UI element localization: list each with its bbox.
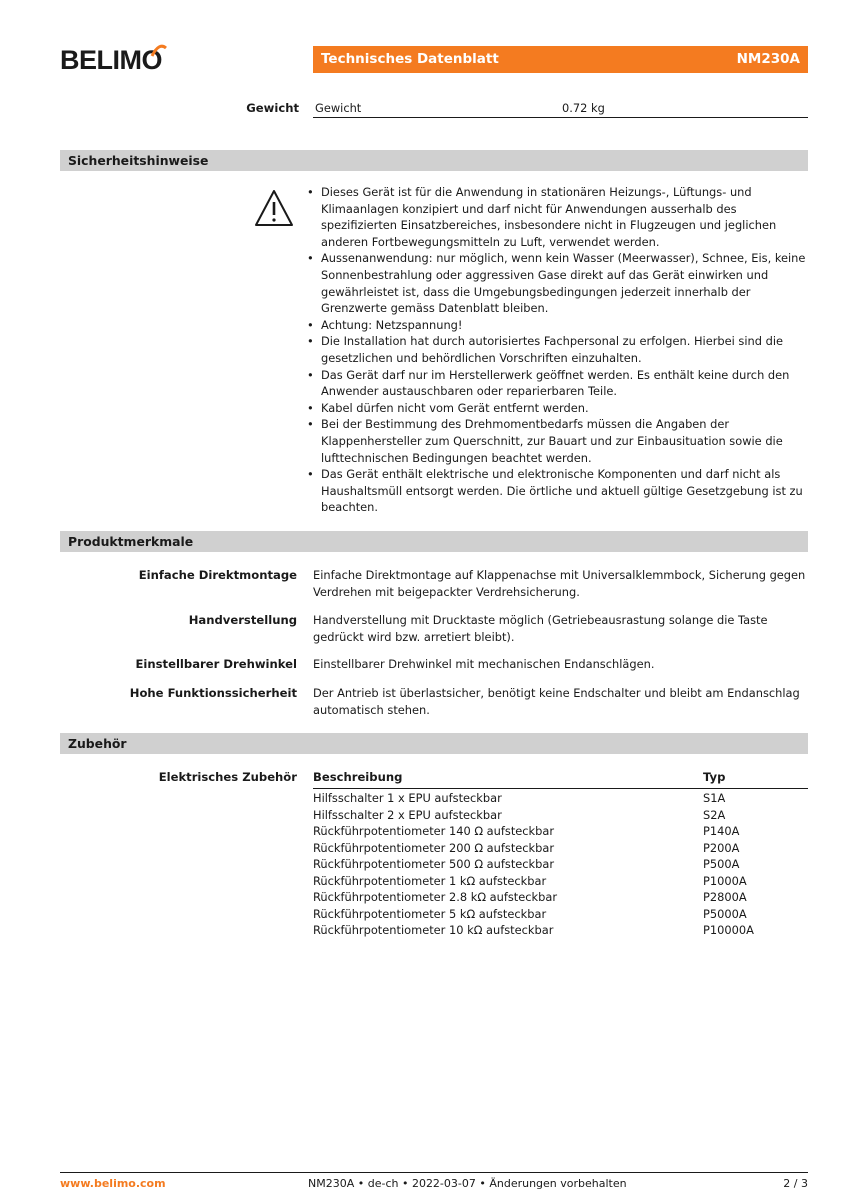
column-header-description: Beschreibung [313, 770, 403, 784]
section-header-accessories [60, 733, 808, 754]
feature-label: Hohe Funktionssicherheit [129, 686, 297, 700]
list-item: • Die Installation hat durch autorisiertes Fachpersonal zu erfolgen. Hierbei sind die gesetzlichen und behördlichen Vorschriften einzuhalten. [305, 333, 810, 366]
list-item: • Bei der Bestimmung des Drehmomentbedarfs müssen die Angaben der Klappenhersteller zum Querschnitt, zur Bauart und zur Einbausituation sowie die lufttechnischen Bedingungen beachtet werden. [305, 416, 810, 466]
cell-description: Rückführpotentiometer 200 Ω aufsteckbar [313, 840, 555, 855]
divider [313, 788, 808, 789]
table-row [313, 874, 808, 891]
cell-type: S1A [703, 791, 726, 805]
weight-label: Gewicht [246, 101, 299, 115]
cell-type: S2A [703, 807, 726, 822]
footer-info: NM230A • de-ch • 2022-03-07 • Änderungen vorbehalten [308, 1177, 627, 1190]
cell-description: Rückführpotentiometer 1 kΩ aufsteckbar [313, 873, 547, 888]
table-row [313, 857, 808, 874]
feature-label: Einfache Direktmontage [138, 568, 297, 582]
list-item: • Dieses Gerät ist für die Anwendung in stationären Heizungs-, Lüftungs- und Klimaanlagen konzipiert und darf nicht für Anwendungen ausserhalb des spezifizierten Einsatzbereiches, insbesondere nicht in Flugzeugen und jeglichen anderen Fortbewegungsmitteln zu Luft, verwendet werden. [305, 184, 810, 250]
cell-type: P1000A [703, 873, 747, 888]
weight-name: Gewicht [315, 101, 362, 115]
cell-description: Hilfsschalter 1 x EPU aufsteckbar [313, 791, 502, 805]
feature-text: Einstellbarer Drehwinkel mit mechanischen Endanschlägen. [313, 657, 655, 671]
section-title: Sicherheitshinweise [68, 153, 209, 168]
document-title: Technisches Datenblatt [321, 51, 499, 67]
page-number: 2 / 3 [783, 1177, 808, 1190]
cell-description: Rückführpotentiometer 5 kΩ aufsteckbar [313, 906, 547, 921]
weight-value: 0.72 kg [562, 101, 605, 115]
divider [313, 117, 808, 118]
cell-description: Hilfsschalter 2 x EPU aufsteckbar [313, 807, 502, 822]
table-row [313, 923, 808, 940]
cell-description: Rückführpotentiometer 2.8 kΩ aufsteckbar [313, 890, 558, 904]
list-item: • Das Gerät enthält elektrische und elektronische Komponenten und darf nicht als Haushaltsmüll entsorgt werden. Die örtliche und aktuell gültige Gesetzgebung ist zu beachten. [305, 466, 810, 516]
cell-type: P200A [703, 840, 740, 855]
cell-type: P5000A [703, 906, 747, 921]
cell-type: P500A [703, 857, 740, 871]
table-row [313, 907, 808, 924]
list-item: • Das Gerät darf nur im Herstellerwerk geöffnet werden. Es enthält keine durch den Anwender austauschbaren oder reparierbaren Teile. [305, 367, 810, 400]
feature-label: Handverstellung [188, 613, 297, 627]
section-title: Produktmerkmale [68, 534, 194, 549]
table-row [313, 890, 808, 907]
footer-divider [60, 1172, 808, 1173]
section-header-safety [60, 150, 808, 171]
list-item: • Kabel dürfen nicht vom Gerät entfernt werden. [305, 400, 810, 417]
model-number: NM230A [736, 51, 800, 67]
feature-text: Einfache Direktmontage auf Klappenachse mit Universalklemmbock, Sicherung gegen Verdrehen mit beigepackter Verdrehsicherung. [313, 568, 806, 599]
belimo-logo [58, 38, 168, 74]
table-row [313, 824, 808, 841]
cell-description: Rückführpotentiometer 140 Ω aufsteckbar [313, 824, 555, 838]
column-header-type: Typ [703, 770, 726, 784]
feature-text: Der Antrieb ist überlastsicher, benötigt keine Endschalter und bleibt am Endanschlag automatisch stehen. [313, 686, 800, 717]
feature-label: Einstellbarer Drehwinkel [135, 657, 297, 671]
table-row [313, 808, 808, 825]
safety-list [305, 184, 810, 516]
section-title: Zubehör [68, 736, 127, 751]
accessories-table [313, 791, 808, 940]
section-header-features [60, 531, 808, 552]
cell-type: P2800A [703, 890, 747, 904]
footer-link[interactable]: www.belimo.com [60, 1177, 166, 1190]
accessories-label: Elektrisches Zubehör [158, 770, 297, 784]
header-bar [313, 46, 808, 73]
cell-description: Rückführpotentiometer 500 Ω aufsteckbar [313, 857, 555, 871]
cell-type: P140A [703, 824, 740, 838]
list-item: • Achtung: Netzspannung! [305, 317, 810, 334]
table-row [313, 841, 808, 858]
logo-text: BELIMO [60, 45, 162, 75]
cell-type: P10000A [703, 923, 754, 937]
cell-description: Rückführpotentiometer 10 kΩ aufsteckbar [313, 923, 554, 937]
table-row [313, 791, 808, 808]
logo-swoosh-icon [150, 44, 168, 58]
warning-triangle-icon [253, 188, 295, 228]
list-item: • Aussenanwendung: nur möglich, wenn kein Wasser (Meerwasser), Schnee, Eis, keine Sonnenbestrahlung oder aggressiven Gase direkt auf das Gerät einwirken und gewährleistet ist, dass die Umgebungsbedingungen jederzeit innerhalb der Grenzwerte gemäss Datenblatt bleiben. [305, 250, 810, 316]
feature-text: Handverstellung mit Drucktaste möglich (Getriebeausrastung solange die Taste gedrückt wird bzw. arretiert bleibt). [313, 613, 768, 644]
